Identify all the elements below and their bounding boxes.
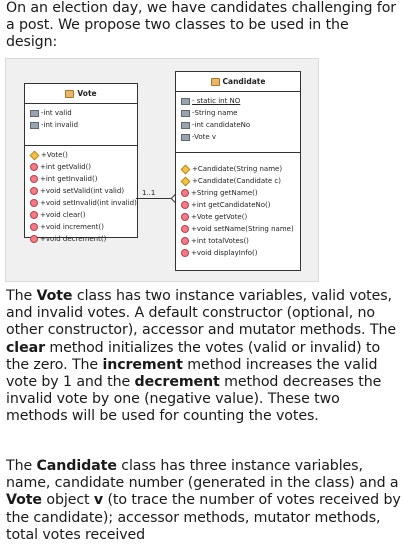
field-icon [30,110,39,117]
method-icon [181,237,189,245]
candidate-method: +int getCandidateNo() [176,199,300,211]
method-icon [181,189,189,197]
constructor-icon [181,164,191,174]
vote-class-box [24,83,138,243]
method-icon [30,211,38,219]
candidate-class-title [176,72,300,92]
method-icon [181,225,189,233]
vote-fields [25,104,137,146]
field-icon [181,98,190,105]
class-icon [65,90,74,98]
uml-class-diagram [5,58,319,282]
vote-method: +void decrement() [25,233,137,245]
method-icon [30,163,38,171]
candidate-method: +String getName() [176,187,300,199]
intro-paragraph: On an election day, we have candidates challenging for a post. We propose two classes to be used in the design: [6,0,397,51]
vote-class-name: Vote [77,89,97,98]
vote-field-invalid: -int invalid [25,119,137,131]
candidate-method: +Vote getVote() [176,211,300,223]
class-icon [211,78,220,86]
association-multiplicity: 1..1 [142,189,156,197]
candidate-method: +Candidate(String name) [176,163,300,175]
association-line [136,198,173,199]
method-icon [181,249,189,257]
candidate-class-box [175,71,301,271]
method-icon [30,175,38,183]
candidate-method: +Candidate(Candidate c) [176,175,300,187]
vote-method: +Vote() [25,149,137,161]
candidate-field-vote: -Vote v [176,131,300,143]
field-icon [181,134,190,141]
candidate-field-candidate-no: -int candidateNo [176,119,300,131]
vote-method: +int getInvalid() [25,173,137,185]
vote-methods [25,146,137,245]
candidate-method: +int totalVotes() [176,235,300,247]
candidate-method: +void setName(String name) [176,223,300,235]
vote-method: +void clear() [25,209,137,221]
method-icon [181,213,189,221]
candidate-method: +void displayInfo() [176,247,300,259]
vote-field-valid: -int valid [25,107,137,119]
candidate-fields [176,92,300,153]
constructor-icon [30,150,40,160]
vote-method: +int getValid() [25,161,137,173]
constructor-icon [181,176,191,186]
candidate-class-name: Candidate [222,77,266,86]
field-icon [181,110,190,117]
field-icon [181,122,190,129]
method-icon [30,235,38,243]
candidate-class-description: The Candidate class has three instance variables, name, candidate number (generated in the class) and a Vote object v (to trace the number of votes received by the candidate); accessor methods, mutator methods, total votes received [6,458,401,543]
candidate-field-static-no: - static int NO [176,95,300,107]
candidate-methods [176,153,300,278]
vote-class-description: The Vote class has two instance variables, valid votes, and invalid votes. A default constructor (optional, no other constructor), accessor and mutator methods. The clear method initializes the votes (valid or invalid) to the zero. The increment method increases the valid vote by 1 and the decrement method decreases the invalid vote by one (negative value). These two methods will be used for counting the votes. [6,288,396,425]
method-icon [30,223,38,231]
vote-class-title [25,84,137,104]
method-icon [30,199,38,207]
vote-method: +void setValid(int valid) [25,185,137,197]
vote-method: +void setInvalid(int invalid) [25,197,137,209]
method-icon [30,187,38,195]
method-icon [181,201,189,209]
field-icon [30,122,39,129]
candidate-field-name: -String name [176,107,300,119]
vote-method: +void increment() [25,221,137,233]
